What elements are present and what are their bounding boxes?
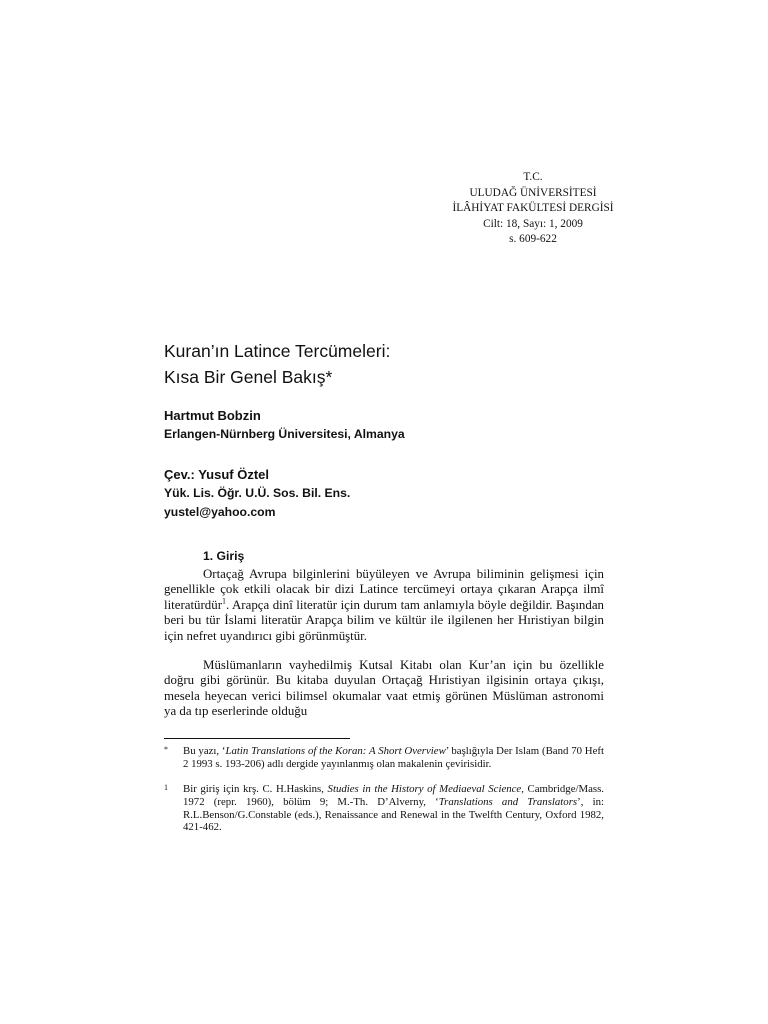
footnote-italic-title: Studies in the History of Mediaeval Science <box>327 783 522 795</box>
section-heading: 1. Giriş <box>203 549 245 563</box>
article-title-line1: Kuran’ın Latince Tercümeleri: <box>164 341 391 361</box>
footnote-text-part: Bu yazı, ‘ <box>183 745 226 757</box>
footnote-text-part: Bir giriş için krş. C. H.Haskins, <box>183 783 328 795</box>
article-title-line2: Kısa Bir Genel Bakış* <box>164 367 333 387</box>
footnote-marker: 1 <box>164 783 168 792</box>
header-volume-issue: Cilt: 18, Sayı: 1, 2009 <box>483 217 583 230</box>
paragraph-1-text-end: . Arapça dinî literatür için durum tam anlamıyla böyle değildir. Başından beri bu tür İslami literatür Arapça bilim ve kültür ile ilgilenen her Hıristiyan bilgin için nefret uyandırıcı gibi görünmüştür. <box>164 597 604 643</box>
header-university: ULUDAĞ ÜNİVERSİTESİ <box>469 186 597 199</box>
header-pages: s. 609-622 <box>509 233 557 245</box>
footnote-reference-1: 1 <box>221 596 226 606</box>
footnote-italic-title: Translations and Translators <box>438 795 578 808</box>
footnote-marker: * <box>164 745 168 754</box>
footnote-text <box>183 783 604 834</box>
footnote-star <box>164 745 604 771</box>
translator-email: yustel@yahoo.com <box>164 505 276 519</box>
journal-header <box>404 170 662 248</box>
footnote-text-part: , Cambridge/Mass. 1972 (repr. 1960), bölüm 9; M.-Th. D’Alverny, ‘ <box>183 783 604 808</box>
translator-title: Yük. Lis. Öğr. U.Ü. Sos. Bil. Ens. <box>164 486 351 500</box>
footnote-divider <box>164 738 350 739</box>
body-paragraph-2: Müslümanların vayhedilmiş Kutsal Kitabı olan Kur’an için bu özellikle doğru gibi görünür. Bu kitaba duyulan Ortaçağ Hıristiyan ilgisinin ortaya çıkışı, mesela heyecan verici bilimsel okumalar vaat etmiş görünen Müslüman astronomi ya da tıp eserlerinde olduğu <box>164 658 604 719</box>
translator-block <box>164 465 350 522</box>
article-title <box>164 338 390 390</box>
body-paragraph-1 <box>164 567 604 644</box>
translator-name: Çev.: Yusuf Öztel <box>164 467 269 482</box>
author-affiliation: Erlangen-Nürnberg Üniversitesi, Almanya <box>164 427 405 441</box>
footnote-text-part: ’ başlığıyla Der Islam (Band 70 Heft 2 1993 s. 193-206) adlı dergide yayınlanmış olan makalenin çevirisidir. <box>183 745 604 770</box>
paragraph-1-text-start: Ortaçağ Avrupa bilginlerini büyüleyen ve Avrupa biliminin gelişmesi için genellikle çok etkili olacak bir dizi Latince tercümeyi ortaya çıkaran Arapça ilmî literatürdür <box>164 567 604 612</box>
footnote-text <box>183 745 604 771</box>
footnote-text-part: ’, in: R.L.Benson/G.Constable (eds.), Renaissance and Renewal in the Twelfth Century, Oxford 1982, 421-462. <box>183 795 604 834</box>
author-block <box>164 406 405 444</box>
author-name: Hartmut Bobzin <box>164 408 261 423</box>
header-journal-name: İLÂHİYAT FAKÜLTESİ DERGİSİ <box>452 202 614 214</box>
header-country: T.C. <box>523 171 543 183</box>
footnote-1 <box>164 783 604 834</box>
footnote-italic-title: Latin Translations of the Koran: A Short Overview <box>225 745 446 757</box>
